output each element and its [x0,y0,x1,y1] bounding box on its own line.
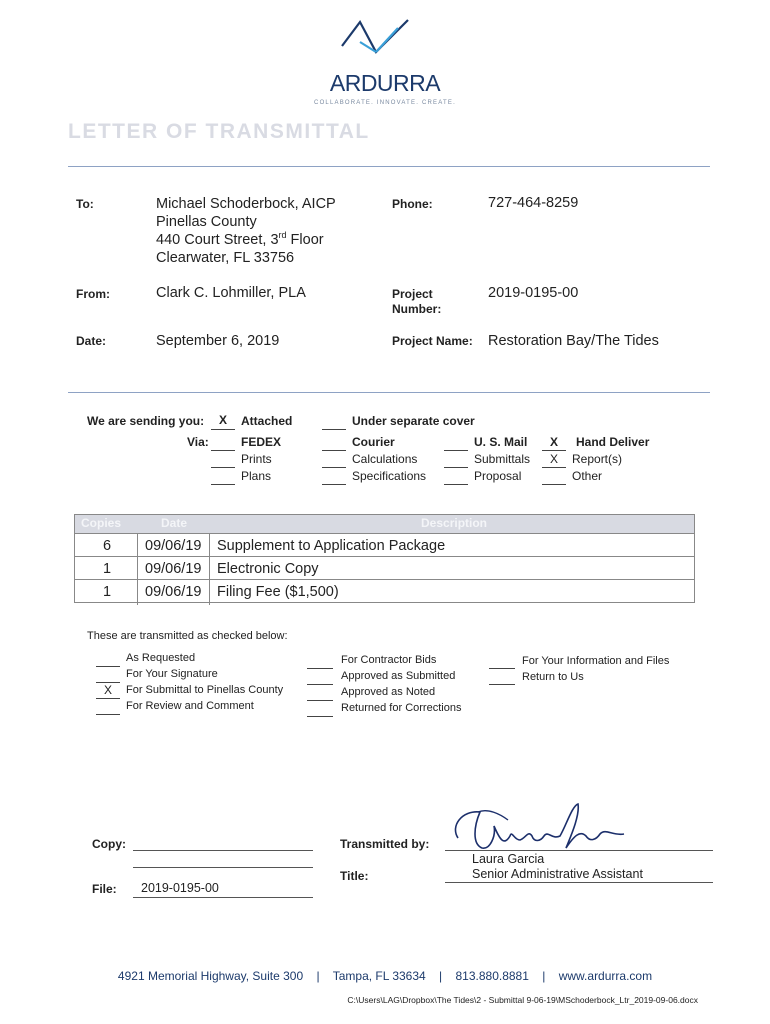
reports-check-mark: X [549,452,558,466]
specifications-checkbox-line[interactable] [322,484,346,485]
from-label: From: [76,287,110,301]
for-submittal-check-mark: X [103,683,112,697]
footer-contact [0,969,770,983]
recipient-address [156,195,336,267]
project-name-value: Restoration Bay/The Tides [488,333,659,349]
hand-deliver-label: Hand Deliver [576,435,650,449]
items-table [74,514,695,603]
table-column-divider [209,533,210,605]
recipient-org: Pinellas County [156,214,257,230]
recipient-city: Clearwater, FL 33756 [156,250,295,266]
date-label: Date: [76,334,107,348]
row-date: 09/06/19 [145,561,202,577]
separate-cover-checkbox-line[interactable] [322,429,346,430]
footer-separator: | [439,969,443,983]
from-value: Clark C. Lohmiller, PLA [156,285,306,301]
recipient-street: 440 Court Street, 3rd Floor [156,230,324,248]
for-signature-label: For Your Signature [126,668,218,680]
submittals-label: Submittals [474,452,531,466]
header-divider [68,166,710,167]
copy-label: Copy: [92,837,126,851]
other-label: Other [572,469,603,483]
ardurra-logo-icon [338,16,412,60]
row-copies: 1 [103,561,112,577]
approved-submitted-checkbox-line[interactable] [307,684,333,685]
attached-check-mark: X [218,413,227,427]
as-requested-checkbox-line[interactable] [96,666,120,667]
project-number-label-1: Project [392,287,433,301]
row-description: Electronic Copy [217,561,319,577]
footer-separator: | [316,969,320,983]
courier-checkbox-line[interactable] [322,450,346,451]
footer-separator: | [542,969,546,983]
as-requested-label: As Requested [126,652,196,664]
usmail-label: U. S. Mail [474,435,528,449]
project-number-value: 2019-0195-00 [488,285,579,301]
row-date: 09/06/19 [145,584,202,600]
row-description: Supplement to Application Package [217,538,446,554]
plans-checkbox-line[interactable] [211,484,235,485]
file-value: 2019-0195-00 [141,881,219,895]
table-row [75,556,694,579]
approved-noted-label: Approved as Noted [341,686,436,698]
reports-label: Report(s) [572,452,623,466]
fedex-label: FEDEX [241,435,282,449]
separate-cover-label: Under separate cover [352,414,475,428]
for-submittal-label: For Submittal to Pinellas County [126,684,284,696]
title-value: Senior Administrative Assistant [472,867,643,881]
proposal-checkbox-line[interactable] [444,484,468,485]
transmitted-by-line [445,850,713,851]
title-label: Title: [340,869,369,883]
file-line [133,897,313,898]
for-review-checkbox-line[interactable] [96,714,120,715]
date-value: September 6, 2019 [156,333,280,349]
footer-phone: 813.880.8881 [455,969,529,983]
file-label: File: [92,882,117,896]
to-label: To: [76,197,94,211]
attached-label: Attached [241,414,293,428]
table-header [75,515,694,533]
signer-name: Laura Garcia [472,852,545,866]
contractor-bids-checkbox-line[interactable] [307,668,333,669]
table-row [75,533,694,556]
row-copies: 1 [103,584,112,600]
row-date: 09/06/19 [145,538,202,554]
hand-deliver-checkbox-line[interactable] [542,450,566,451]
returned-corrections-checkbox-line[interactable] [307,716,333,717]
proposal-label: Proposal [474,469,522,483]
footer-address: 4921 Memorial Highway, Suite 300 [117,969,304,983]
header-copies: Copies [81,516,122,530]
file-path: C:\Users\LAG\Dropbox\The Tides\2 - Submittal 9-06-19\MSchoderbock_Ltr_2019-09-06.docx [347,995,698,1005]
prints-label: Prints [241,452,272,466]
copy-line-2[interactable] [133,867,313,868]
recipient-name: Michael Schoderbock, AICP [156,196,336,212]
return-to-us-checkbox-line[interactable] [489,684,515,685]
for-review-label: For Review and Comment [126,700,254,712]
submittals-checkbox-line[interactable] [444,467,468,468]
info-divider [68,392,710,393]
fedex-checkbox-line[interactable] [211,450,235,451]
footer-city: Tampa, FL 33634 [332,969,426,983]
calculations-checkbox-line[interactable] [322,467,346,468]
reports-checkbox-line[interactable] [542,467,566,468]
header-date: Date [161,516,188,530]
information-files-checkbox-line[interactable] [489,668,515,669]
sending-label: We are sending you: [87,414,205,428]
header-description: Description [421,516,488,530]
calculations-label: Calculations [352,452,418,466]
phone-label: Phone: [392,197,433,211]
project-name-label: Project Name: [392,334,473,348]
hand-deliver-check-mark: X [549,435,558,449]
prints-checkbox-line[interactable] [211,467,235,468]
footer-website[interactable]: www.ardurra.com [558,969,653,983]
row-description: Filing Fee ($1,500) [217,584,339,600]
contractor-bids-label: For Contractor Bids [341,654,437,666]
approved-submitted-label: Approved as Submitted [341,670,456,682]
via-label: Via: [187,435,209,449]
usmail-checkbox-line[interactable] [444,450,468,451]
for-submittal-checkbox-line[interactable] [96,698,120,699]
document-title: LETTER OF TRANSMITTAL [68,120,370,143]
table-column-divider [137,533,138,605]
returned-corrections-label: Returned for Corrections [341,702,462,714]
specifications-label: Specifications [352,469,427,483]
transmitted-by-label: Transmitted by: [340,837,430,851]
company-name: ARDURRA [329,70,441,96]
return-to-us-label: Return to Us [522,671,584,683]
attached-checkbox-line[interactable] [211,429,235,430]
checklist-intro: These are transmitted as checked below: [87,630,288,642]
project-number-label-2: Number: [392,302,442,316]
title-line [445,882,713,883]
copy-line[interactable] [133,850,313,851]
approved-noted-checkbox-line[interactable] [307,700,333,701]
table-row [75,579,694,602]
plans-label: Plans [241,469,272,483]
courier-label: Courier [352,435,395,449]
information-files-label: For Your Information and Files [522,655,670,667]
phone-value: 727-464-8259 [488,195,579,211]
other-checkbox-line[interactable] [542,484,566,485]
company-tagline: COLLABORATE. INNOVATE. CREATE. [314,100,456,106]
row-copies: 6 [103,538,112,554]
